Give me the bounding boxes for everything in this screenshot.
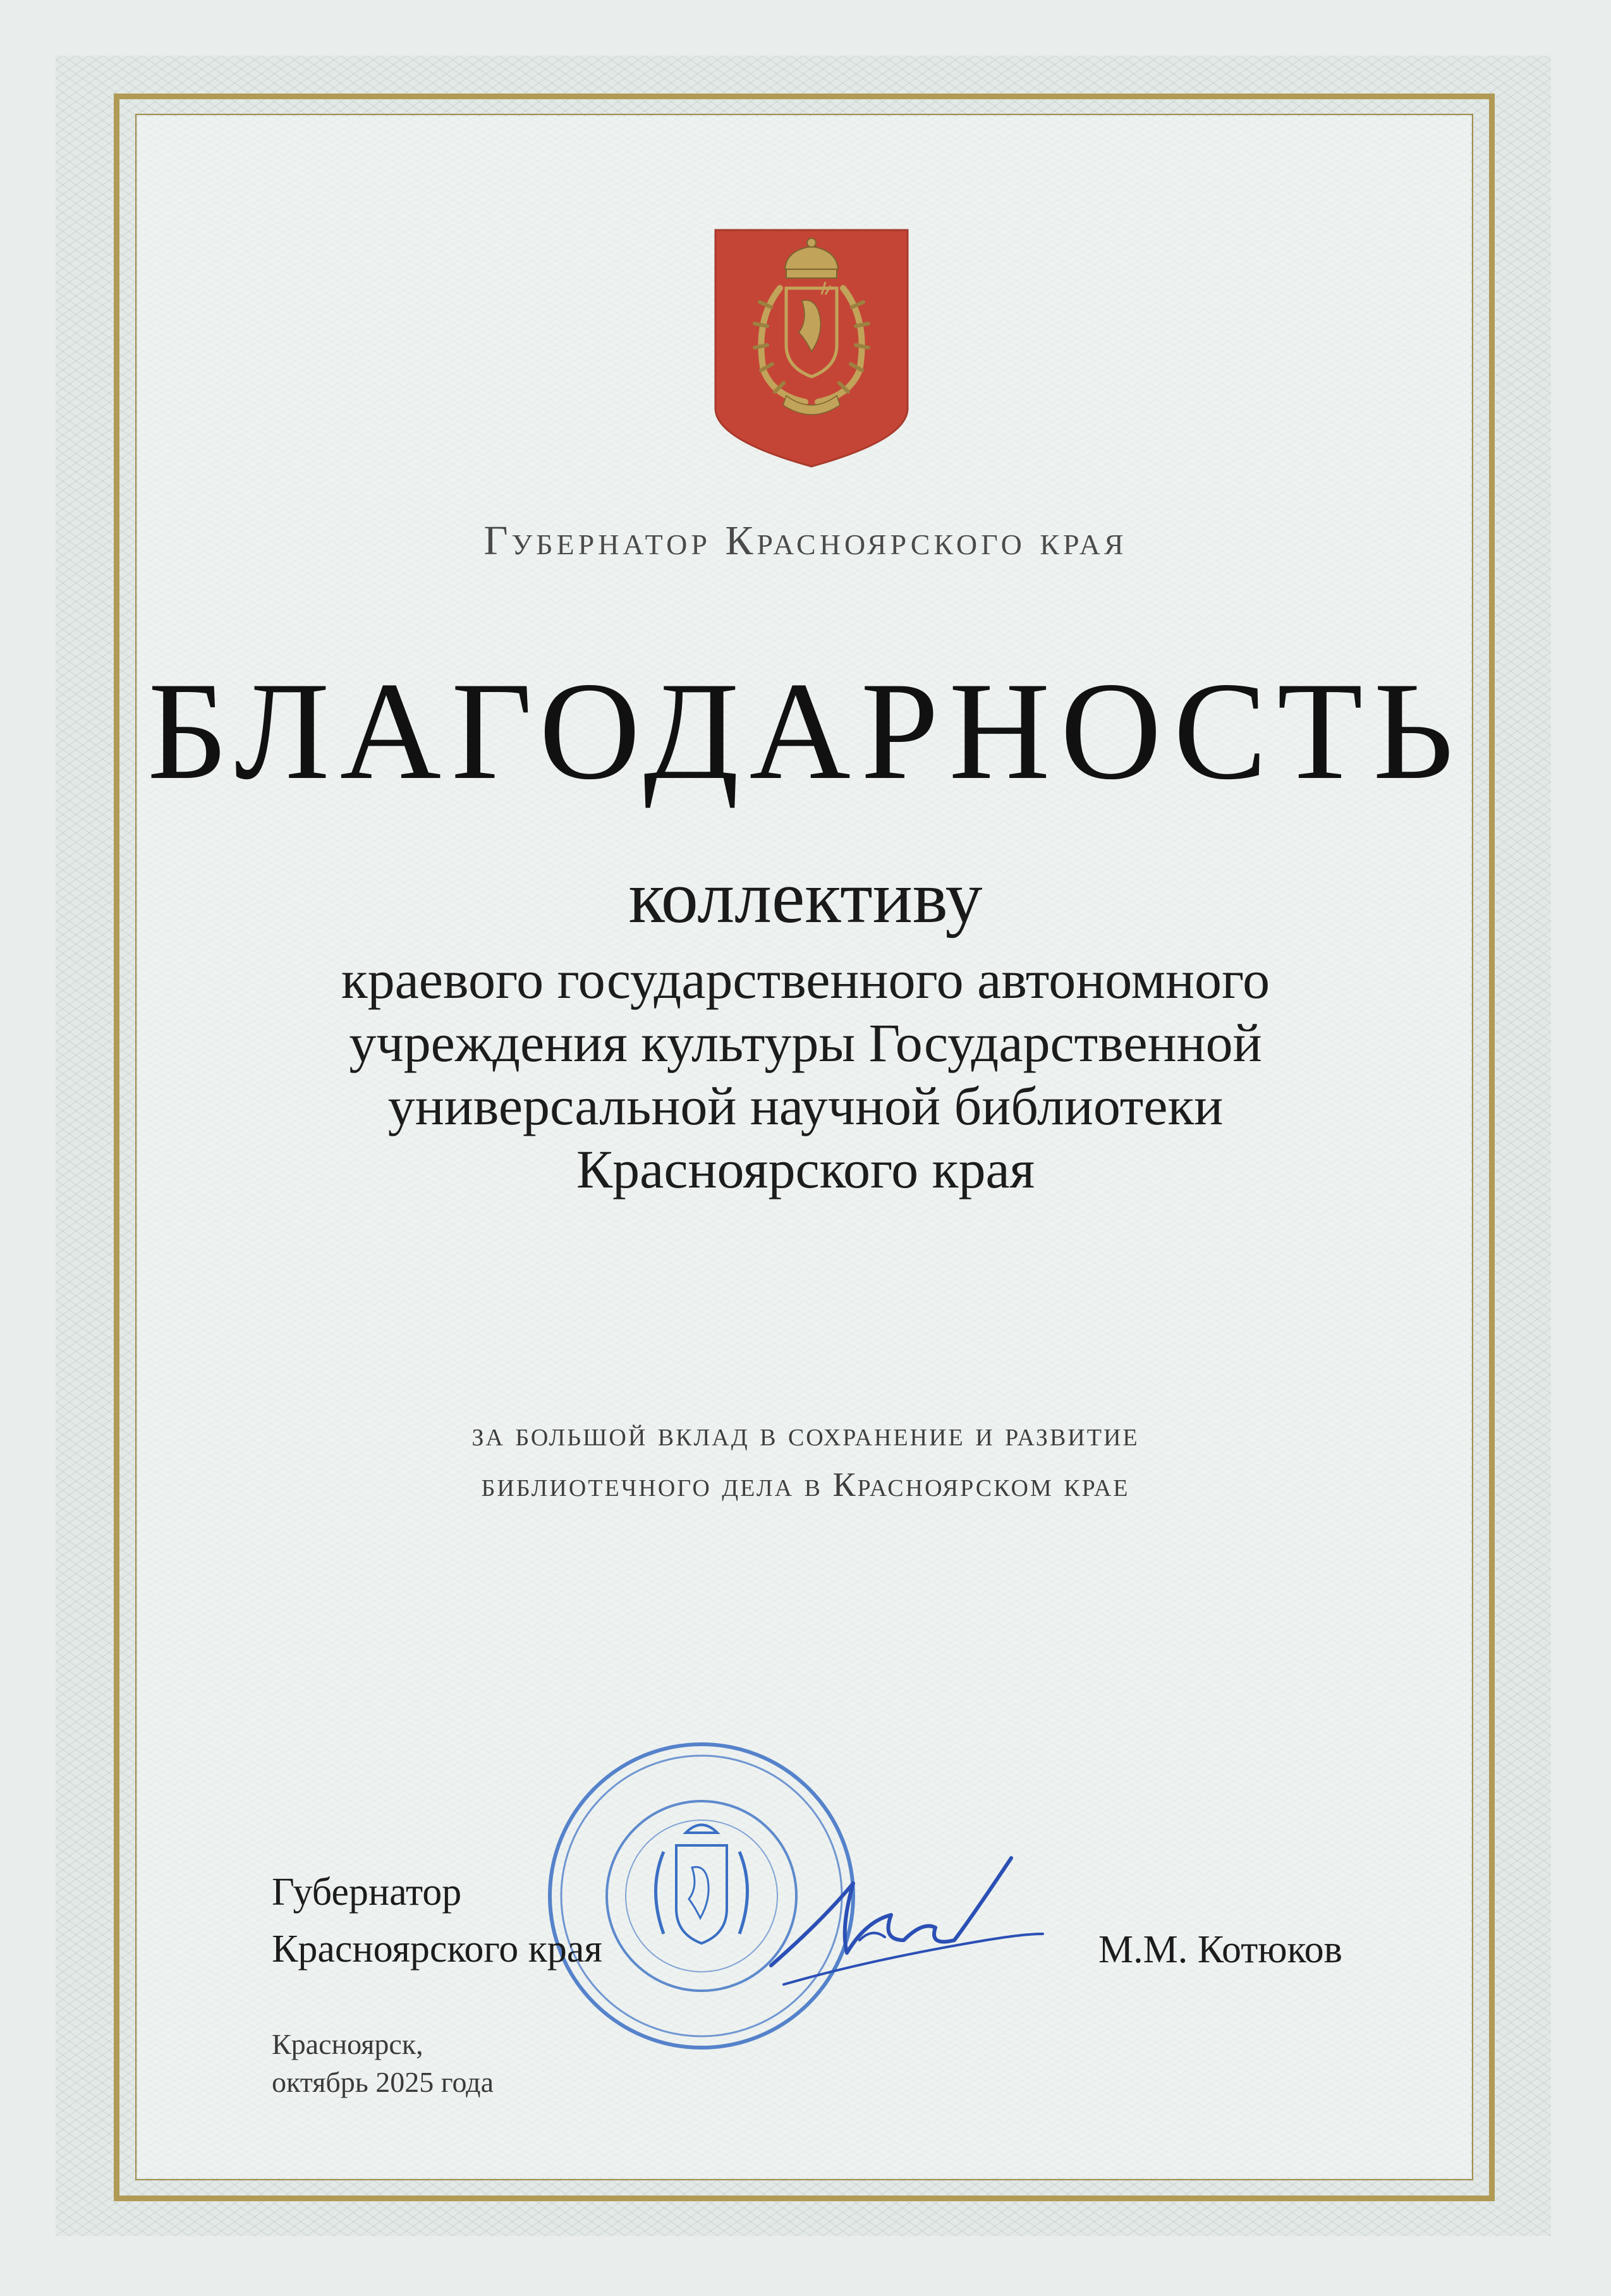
recipient-line-1: краевого государственного автономного xyxy=(341,949,1270,1010)
recipient-heading: коллективу xyxy=(628,856,983,938)
recipient-line-2: учреждения культуры Государственной xyxy=(349,1012,1262,1073)
signer-name: М.М. Котюков xyxy=(1098,1928,1342,1971)
handwritten-signature-icon xyxy=(746,1845,1062,2010)
recipient-line-4: Красноярского края xyxy=(576,1139,1035,1200)
signer-title-line-2: Красноярского края xyxy=(272,1928,602,1971)
certificate-title: БЛАГОДАРНОСТЬ xyxy=(147,653,1464,809)
reason-line-1: за большой вклад в сохранение и развитие xyxy=(471,1415,1140,1453)
recipient-line-3: универсальной научной библиотеки xyxy=(387,1076,1224,1136)
issue-date: октябрь 2025 года xyxy=(272,2066,494,2098)
signer-title-line-1: Губернатор xyxy=(272,1871,462,1914)
krasnoyarsk-coat-of-arms-icon xyxy=(710,225,913,471)
issuer-header: Губернатор Красноярского края xyxy=(483,518,1128,564)
issue-place: Красноярск, xyxy=(272,2028,423,2060)
reason-line-2: библиотечного дела в Красноярском крае xyxy=(481,1466,1130,1503)
